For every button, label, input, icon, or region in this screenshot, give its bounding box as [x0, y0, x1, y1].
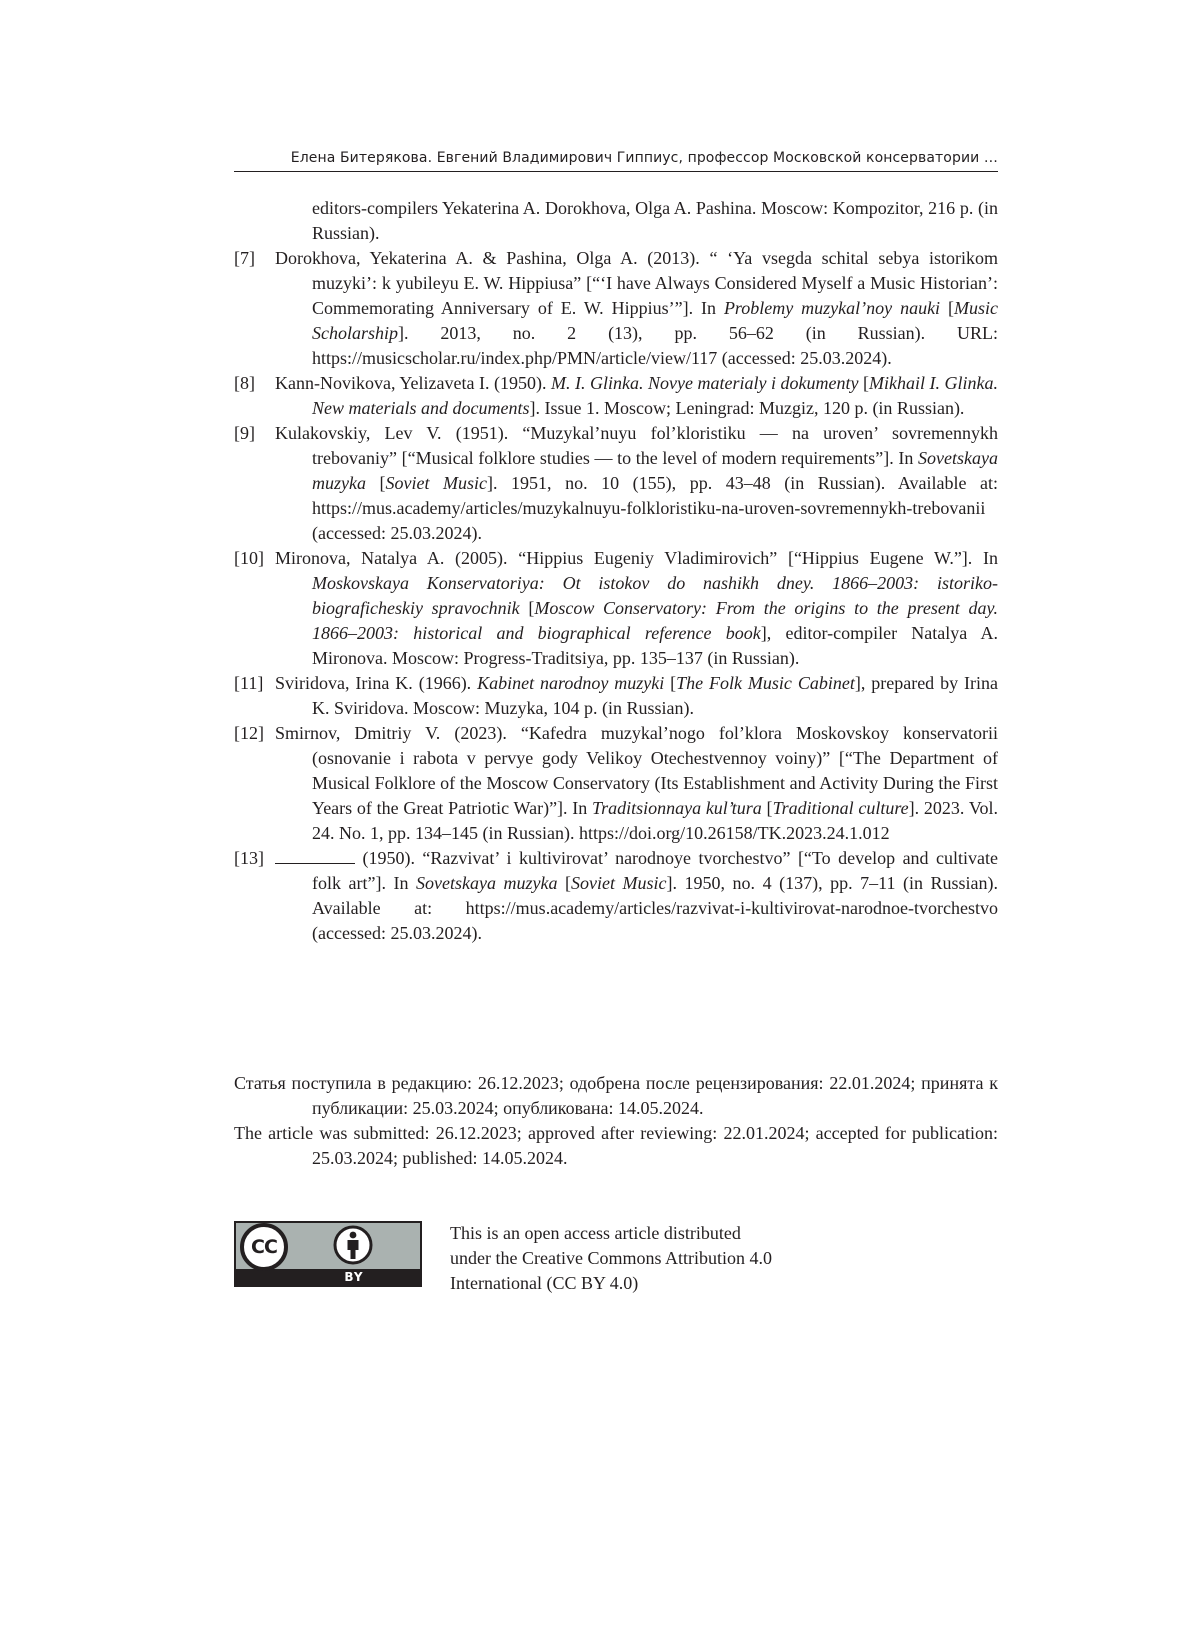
reference-title-italic: Mikhail I. Glinka. New materials and documents — [312, 373, 999, 418]
same-author-dash — [275, 849, 355, 864]
reference-title-italic: Traditsionnaya kul’tura — [592, 798, 762, 818]
by-label: BY — [344, 1270, 364, 1284]
reference-title-italic: The Folk Music Cabinet — [676, 673, 855, 693]
reference-title-italic: Soviet Music — [385, 473, 488, 493]
reference-entry — [234, 421, 998, 546]
reference-number: [9] — [234, 423, 255, 443]
reference-text: (1950). “Razvivat’ i kultivirovat’ narodnoye tvorchestvo” [“To develop and cultivate folk art”]. In — [312, 848, 998, 893]
reference-number: [13] — [234, 848, 264, 868]
dates-russian: Статья поступила в редакцию: 26.12.2023; одобрена после рецензирования: 22.01.2024; принята к публикации: 25.03.2024; опубликована: 14.05.2024. — [234, 1073, 998, 1118]
reference-text: [ — [940, 298, 954, 318]
reference-text: ], editor-compiler Natalya A. Mironova. Moscow: Progress-Traditsiya, pp. 135–137 (in Russian). — [312, 623, 998, 668]
reference-text: Dorokhova, Yekaterina A. & Pashina, Olga A. (2013). “ ‘Ya vsegda schital sebya istorikom muzyki’: k yubileyu E. W. Hippiusa” [“‘I have Always Considered Myself a Music Historian’: Commemorating Anniversary of E. W. Hippius’”]. In — [275, 248, 998, 318]
reference-entry — [234, 846, 998, 946]
attribution-person-icon — [333, 1225, 373, 1265]
reference-title-italic: Soviet Music — [571, 873, 667, 893]
reference-title-italic: Traditional culture — [772, 798, 909, 818]
cc-icon-label: CC — [251, 1236, 277, 1258]
reference-text: ]. 2013, no. 2 (13), pp. 56–62 (in Russian). URL: https://musicscholar.ru/index.php/PMN/article/view/117 (accessed: 25.03.2024). — [312, 323, 998, 368]
reference-text: [ — [858, 373, 870, 393]
reference-entry — [234, 196, 998, 246]
reference-text: Kann-Novikova, Yelizaveta I. (1950). — [275, 373, 551, 393]
reference-text: [ — [664, 673, 677, 693]
license-line: under the Creative Commons Attribution 4.0 — [450, 1248, 772, 1268]
reference-text: ], prepared by Irina K. Sviridova. Moscow: Muzyka, 104 p. (in Russian). — [312, 673, 998, 718]
reference-title-italic: Music Scholarship — [312, 298, 998, 343]
reference-text: ]. Issue 1. Moscow; Leningrad: Muzgiz, 120 p. (in Russian). — [529, 398, 965, 418]
reference-title-italic: Sovetskaya muzyka — [312, 448, 998, 493]
running-head — [234, 150, 998, 172]
cc-icon — [240, 1223, 288, 1271]
reference-entry — [234, 671, 998, 721]
reference-number: [10] — [234, 548, 264, 568]
reference-text: Sviridova, Irina K. (1966). — [275, 673, 478, 693]
reference-title-italic: Moscow Conservatory: From the origins to the present day. 1866–2003: historical and biographical reference book — [312, 598, 999, 643]
license-text — [450, 1221, 850, 1296]
license-block — [234, 1221, 998, 1291]
reference-text: Smirnov, Dmitriy V. (2023). “Kafedra muzykal’nogo fol’klora Moskovskoy konservatorii (osnovanie i rabota v pervye gody Velikoy Otechestvennoy voiny)” [“The Department of Musical Folklore of the Moscow Conservatory (Its Establishment and Activity During the First Years of the Great Patriotic War)”]. In — [275, 723, 998, 818]
reference-text: ]. 2023. Vol. 24. No. 1, pp. 134–145 (in Russian). https://doi.org/10.26158/TK.2023.24.1.012 — [312, 798, 999, 843]
reference-number: [11] — [234, 673, 264, 693]
cc-by-badge — [234, 1221, 422, 1287]
reference-title-italic: Sovetskaya muzyka — [416, 873, 558, 893]
license-line: This is an open access article distributed — [450, 1223, 741, 1243]
reference-number: [7] — [234, 248, 255, 268]
reference-text: Kulakovskiy, Lev V. (1951). “Muzykal’nuyu fol’kloristiku — na uroven’ sovremennykh trebovaniy” [“Musical folklore studies — to the level of modern requirements”]. In — [275, 423, 998, 468]
license-line: International (CC BY 4.0) — [450, 1273, 639, 1293]
reference-number: [8] — [234, 373, 255, 393]
reference-entry — [234, 371, 998, 421]
reference-text: [ — [761, 798, 773, 818]
reference-text: editors-compilers Yekaterina A. Dorokhova, Olga A. Pashina. Moscow: Kompozitor, 216 p. (in Russian). — [312, 198, 998, 243]
reference-entry — [234, 246, 998, 371]
reference-title-italic: Moskovskaya Konservatoriya: Ot istokov do nashikh dney. 1866–2003: istoriko-biograficheskiy spravochnik — [312, 573, 998, 618]
reference-text: ]. 1950, no. 4 (137), pp. 7–11 (in Russian). Available at: https://mus.academy/articles/razvivat-i-kultivirovat-narodnoe-tvorchestvo (accessed: 25.03.2024). — [312, 873, 998, 943]
reference-entry — [234, 721, 998, 846]
reference-title-italic: Problemy muzykal’noy nauki — [723, 298, 941, 318]
dates-english: The article was submitted: 26.12.2023; approved after reviewing: 22.01.2024; accepted for publication: 25.03.2024; published: 14.05.2024. — [234, 1123, 998, 1168]
reference-text: ]. 1951, no. 10 (155), pp. 43–48 (in Russian). Available at: https://mus.academy/articles/muzykalnuyu-folkloristiku-na-uroven-sovremennykh-trebovanii (accessed: 25.03.2024). — [312, 473, 998, 543]
reference-text: [ — [519, 598, 535, 618]
reference-text: Mironova, Natalya A. (2005). “Hippius Eugeniy Vladimirovich” [“Hippius Eugene W.”]. In — [275, 548, 998, 568]
reference-entry — [234, 546, 998, 671]
reference-number: [12] — [234, 723, 264, 743]
reference-title-italic: Kabinet narodnoy muzyki — [477, 673, 665, 693]
running-head-text: Елена Битерякова. Евгений Владимирович Гиппиус, профессор Московской консерватории … — [290, 150, 998, 166]
reference-text: [ — [365, 473, 386, 493]
reference-text: [ — [557, 873, 572, 893]
article-dates — [234, 1071, 998, 1171]
reference-title-italic: M. I. Glinka. Novye materialy i dokumenty — [551, 373, 859, 393]
reference-list — [234, 196, 998, 946]
